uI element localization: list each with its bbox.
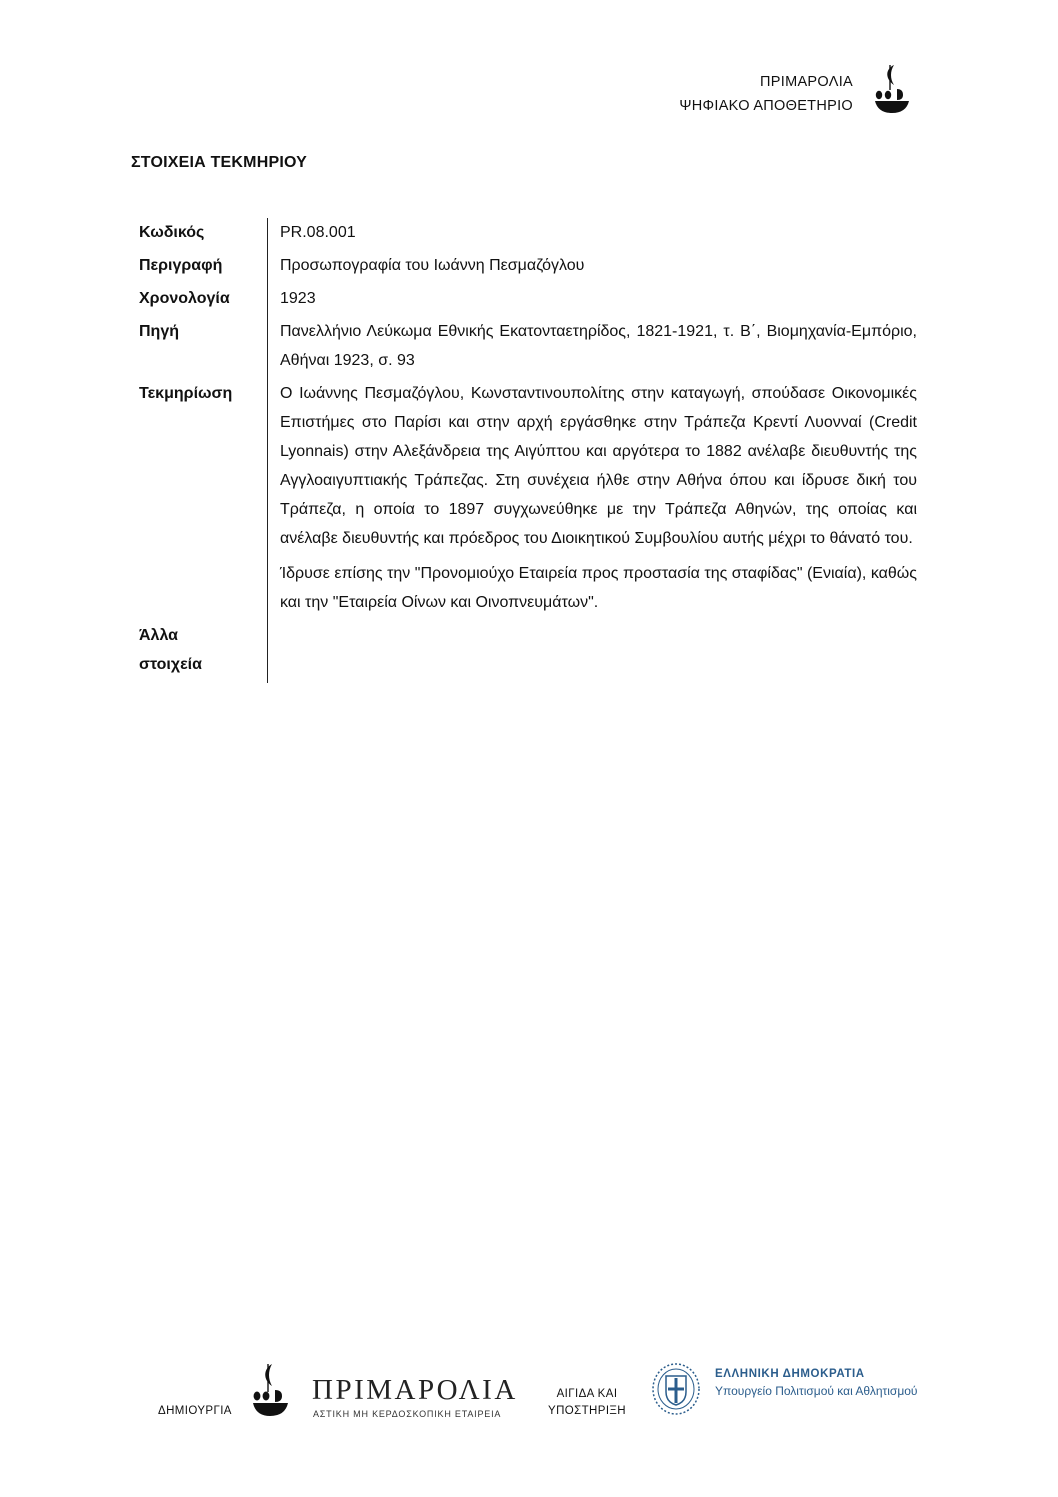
documentation-value — [268, 379, 918, 621]
footer — [0, 1350, 1058, 1430]
record-row-source — [139, 317, 917, 379]
support-label-line: ΑΙΓΙΔΑ ΚΑΙ — [556, 1388, 618, 1400]
other-label-line: στοιχεία — [139, 656, 202, 673]
code-value: PR.08.001 — [268, 218, 918, 251]
documentation-label: Τεκμηρίωση — [139, 385, 233, 402]
documentation-paragraph: Ίδρυσε επίσης την "Προνομιούχο Εταιρεία προς προστασία της σταφίδας" (Ενιαία), καθώς και την "Εταιρεία Οίνων και Οινοπνευμάτων". — [280, 565, 917, 611]
record-row-documentation — [139, 379, 917, 621]
source-label: Πηγή — [139, 323, 179, 340]
ministry-subtitle: Υπουργείο Πολιτισμού και Αθλητισμού — [715, 1384, 918, 1398]
documentation-paragraph: Ο Ιωάννης Πεσμαζόγλου, Κωνσταντινουπολίτης στην καταγωγή, σπούδασε Οικονομικές Επιστήμες στο Παρίσι και στην αρχή εργάσθηκε στην Τράπεζα Κρεντί Λυονναί (Credit Lyonnais) στην Αλεξάνδρεια της Αιγύπτου και αργότερα το 1882 ανέλαβε διευθυντής της Αγγλοαιγυπτιακής Τράπεζας. Στη συνέχεια ήλθε στην Αθήνα όπου και ίδρυσε δική του Τράπεζα, η οποία το 1897 συγχωνεύθηκε με την Τράπεζα Αθηνών, της οποίας και ανέλαβε διευθυντής και πρόεδρος του Διοικητικού Συμβουλίου αυτής μέχρι το θάνατό του. — [280, 385, 917, 547]
record-row-other — [139, 621, 917, 683]
date-label: Χρονολογία — [139, 290, 230, 307]
greek-coat-of-arms-icon — [651, 1362, 701, 1416]
record-row-date — [139, 284, 917, 317]
source-value — [268, 317, 918, 379]
section-title: ΣΤΟΙΧΕΙΑ ΤΕΚΜΗΡΙΟΥ — [131, 154, 308, 171]
repository-name: ΠΡΙΜΑΡΟΛΙΑ — [760, 74, 853, 90]
other-label — [139, 621, 268, 683]
description-label: Περιγραφή — [139, 257, 223, 274]
ministry-title: ΕΛΛΗΝΙΚΗ ΔΗΜΟΚΡΑΤΙΑ — [715, 1368, 865, 1380]
repository-header — [679, 70, 853, 118]
repository-subtitle: ΨΗΦΙΑΚΟ ΑΠΟΘΕΤΗΡΙΟ — [679, 98, 853, 114]
description-value: Προσωπογραφία του Ιωάννη Πεσμαζόγλου — [268, 251, 918, 284]
date-value: 1923 — [268, 284, 918, 317]
ship-icon — [251, 1362, 291, 1418]
record-row-description — [139, 251, 917, 284]
other-value — [268, 621, 918, 683]
code-label: Κωδικός — [139, 224, 205, 241]
record-table — [139, 218, 917, 683]
created-label: ΔΗΜΙΟΥΡΓΙΑ — [158, 1405, 232, 1417]
brand-name: ΠΡΙΜΑΡΟΛΙΑ — [312, 1374, 518, 1406]
ship-icon — [873, 63, 913, 115]
other-label-line: Άλλα — [139, 627, 178, 644]
support-label — [548, 1386, 626, 1420]
brand-subtitle: ΑΣΤΙΚΗ ΜΗ ΚΕΡΔΟΣΚΟΠΙΚΗ ΕΤΑΙΡΕΙΑ — [313, 1409, 502, 1419]
record-row-code — [139, 218, 917, 251]
support-label-line: ΥΠΟΣΤΗΡΙΞΗ — [548, 1405, 627, 1417]
source-text: Πανελλήνιο Λεύκωμα Εθνικής Εκατονταετηρίδος, 1821-1921, τ. Β΄, Βιομηχανία-Εμπόριο, Αθήναι 1923, σ. 93 — [280, 323, 917, 369]
